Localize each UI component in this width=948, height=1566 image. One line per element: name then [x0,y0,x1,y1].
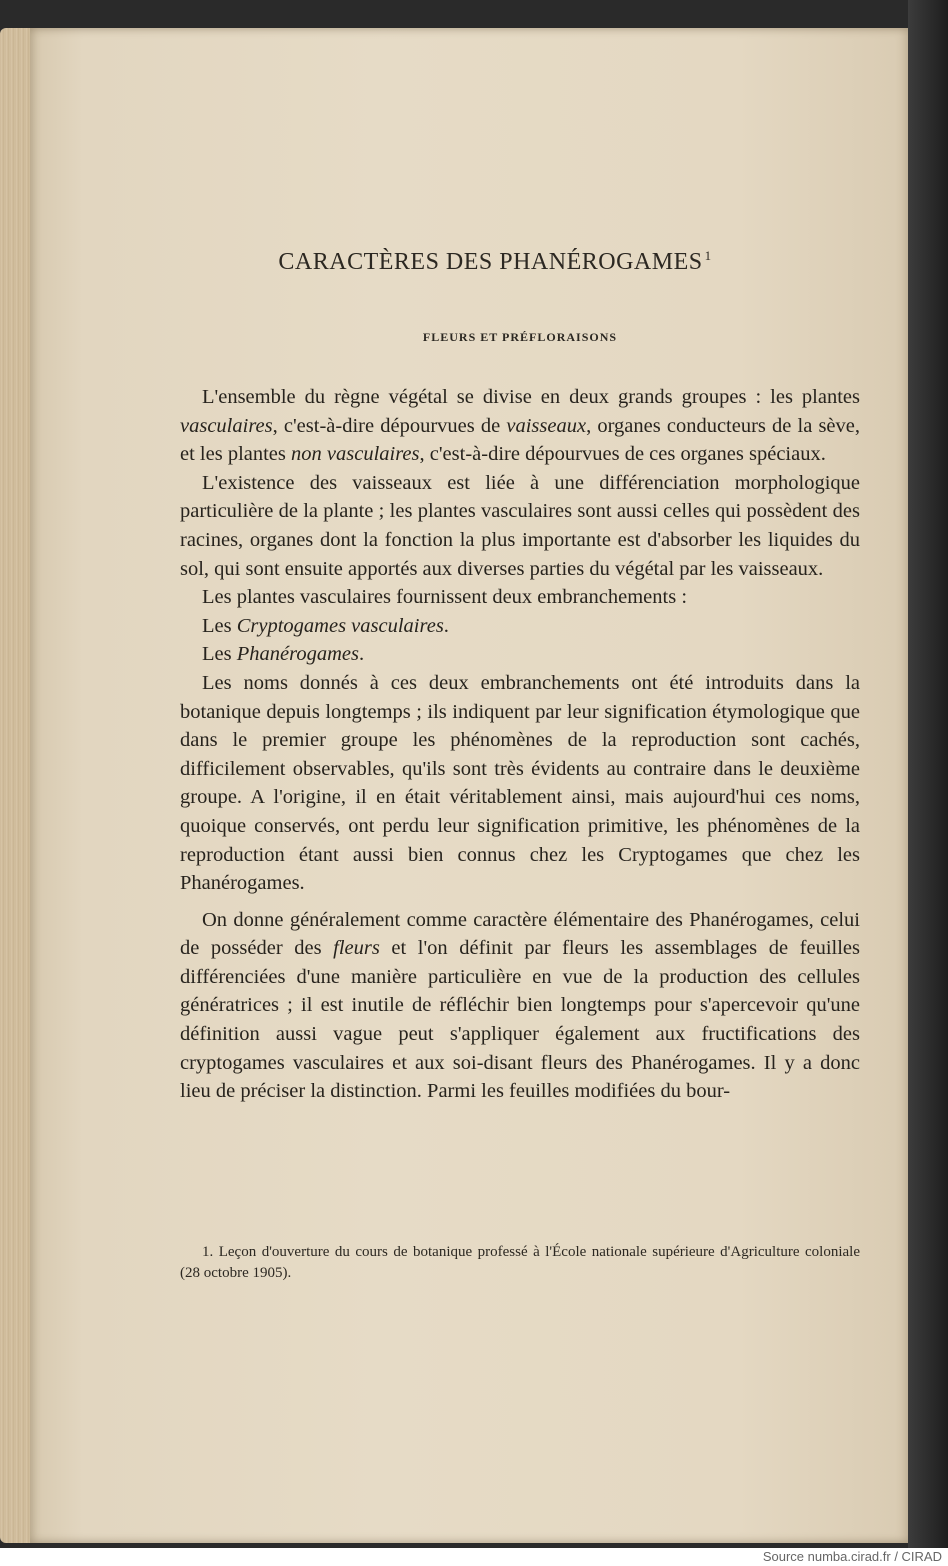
paragraph-1 [180,383,860,469]
italic-run: Phanérogames [236,643,359,666]
text-run: Les [202,643,237,666]
text-run: L'ensemble du règne végétal se divise en deux grands groupes : les plantes [202,386,860,408]
text-run: Les [202,614,237,637]
text-run: , c'est-à-dire dépourvues de [272,414,507,437]
text-run: . [443,614,449,637]
text-run: On donne généralement comme caractère élémentaire des Phanérogames, celui de posséder des [180,908,860,960]
source-credit: Source numba.cirad.fr / CIRAD [762,1549,942,1564]
text-run: . [358,643,365,666]
paragraph-5 [180,640,860,669]
paragraph-6: Les noms donnés à ces deux embranchements ont été introduits dans la botanique depuis longtemps ; ils indiquent par leur signification étymologique que dans le premier groupe les phénomènes de la reproduction sont cachés, difficilement observables, qu'ils sont très évidents au contraire dans le deuxième groupe. A l'origine, il en était véritablement ainsi, mais aujourd'hui ces noms, quoique conservés, ont perdu leur signification primitive, les phénomènes de la reproduction étant aussi bien connus chez les Cryptogames que chez les Phanérogames. [180,671,860,895]
text-run: , c'est-à-dire dépourvues de ces organes spéciaux. [419,443,826,466]
italic-run: non vasculaires [291,443,420,466]
binding-shadow [908,0,948,1548]
paragraph-2: L'existence des vaisseaux est liée à une différenciation morphologique particulière de la plante ; les plantes vasculaires sont aussi celles qui possèdent des racines, organes dont la fonction la plus importante est d'absorber les liquides du sol, qui sont ensuite apportés aux diverses parties du végétal par les vaisseaux. [180,471,860,580]
footnote [180,1242,860,1284]
italic-run: vasculaires [180,414,273,437]
footnote-mark: 1 [704,248,712,263]
italic-run: Cryptogames vasculaires [236,614,444,637]
paragraph-7 [180,906,860,1106]
chapter-title-text: CARACTÈRES DES PHANÉROGAMES [278,249,703,275]
footnote-text: 1. Leçon d'ouverture du cours de botanique professé à l'École nationale supérieure d'Agriculture coloniale (28 octobre 1905). [180,1244,860,1281]
text-run: et l'on définit par fleurs les assemblages de feuilles différenciées d'une manière particulière en vue de la production des cellules génératrices ; il est inutile de réfléchir bien longtemps pour s'apercevoir qu'une définition aussi vague peut s'appliquer également aux fructifications des cryptogames vasculaires et aux soi-disant fleurs des Phanérogames. Il y a donc lieu de préciser la distinction. Parmi les feuilles modifiées du bour- [180,937,861,1103]
italic-run: fleurs [333,937,380,960]
italic-run: vaisseaux [506,414,587,437]
text-run: , organes conducteurs de la sève, et les plantes [180,414,861,466]
body-text [180,383,860,1106]
paragraph-3: Les plantes vasculaires fournissent deux embranchements : [202,586,688,609]
chapter-title [180,248,810,276]
section-subtitle: FLEURS ET PRÉFLORAISONS [422,330,618,344]
page-edge-stack [0,28,34,1543]
paragraph-4 [180,612,860,641]
